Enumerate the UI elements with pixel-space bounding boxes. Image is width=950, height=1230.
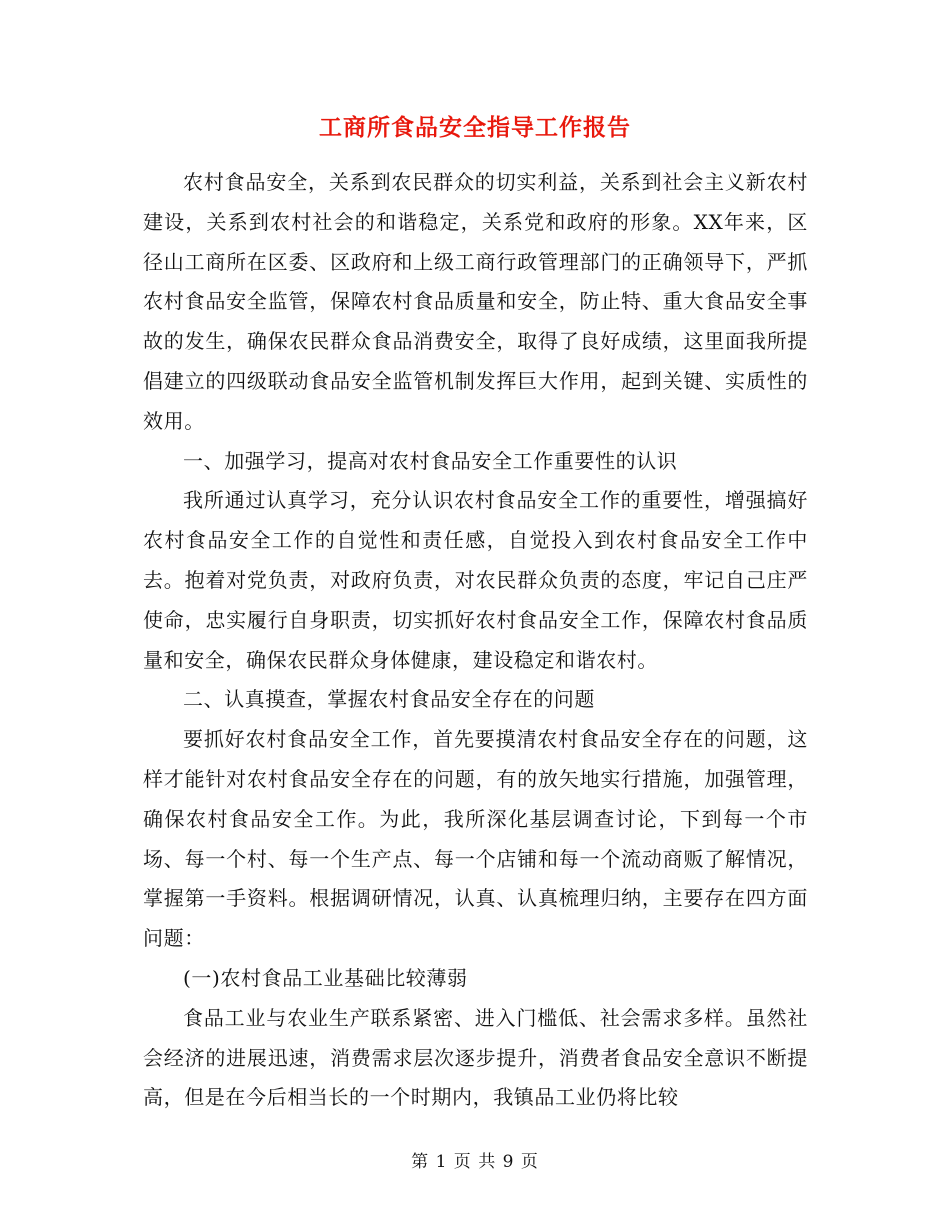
- subsection-1-paragraph: 食品工业与农业生产联系紧密、进入门槛低、社会需求多样。虽然社会经济的进展迅速，消费需求层次逐步提升，消费者食品安全意识不断提高，但是在今后相当长的一个时期内，我镇品工业仍将比较: [143, 1005, 808, 1110]
- section-2-paragraph: 要抓好农村食品安全工作，首先要摸清农村食品安全存在的问题，这样才能针对农村食品安全存在的问题，有的放矢地实行措施，加强管理，确保农村食品安全工作。为此，我所深化基层调查讨论，下到每一个市场、每一个村、每一个生产点、每一个店铺和每一个流动商贩了解情况，掌握第一手资料。根据调研情况，认真、认真梳理归纳，主要存在四方面问题：: [143, 727, 808, 951]
- section-heading-1: 一、加强学习，提高对农村食品安全工作重要性的认识: [183, 448, 678, 473]
- section-heading-2: 二、认真摸查，掌握农村食品安全存在的问题: [183, 687, 595, 712]
- page-number-footer: 第 1 页 共 9 页: [411, 1152, 539, 1172]
- document-body: [143, 163, 808, 1118]
- section-1-paragraph: 我所通过认真学习，充分认识农村食品安全工作的重要性，增强搞好农村食品安全工作的自觉性和责任感，自觉投入到农村食品安全工作中去。抱着对党负责，对政府负责，对农民群众负责的态度，牢记自己庄严使命，忠实履行自身职责，切实抓好农村食品安全工作，保障农村食品质量和安全，确保农民群众身体健康，建设稳定和谐农村。: [143, 488, 808, 672]
- document-title: 工商所食品安全指导工作报告: [319, 114, 631, 141]
- intro-paragraph: 农村食品安全，关系到农民群众的切实利益，关系到社会主义新农村建设，关系到农村社会的和谐稳定，关系党和政府的形象。XX年来，区径山工商所在区委、区政府和上级工商行政管理部门的正确领导下，严抓农村食品安全监管，保障农村食品质量和安全，防止特、重大食品安全事故的发生，确保农民群众食品消费安全，取得了良好成绩，这里面我所提倡建立的四级联动食品安全监管机制发挥巨大作用，起到关键、实质性的效用。: [143, 170, 808, 433]
- subsection-heading-1: (一)农村食品工业基础比较薄弱: [183, 965, 468, 990]
